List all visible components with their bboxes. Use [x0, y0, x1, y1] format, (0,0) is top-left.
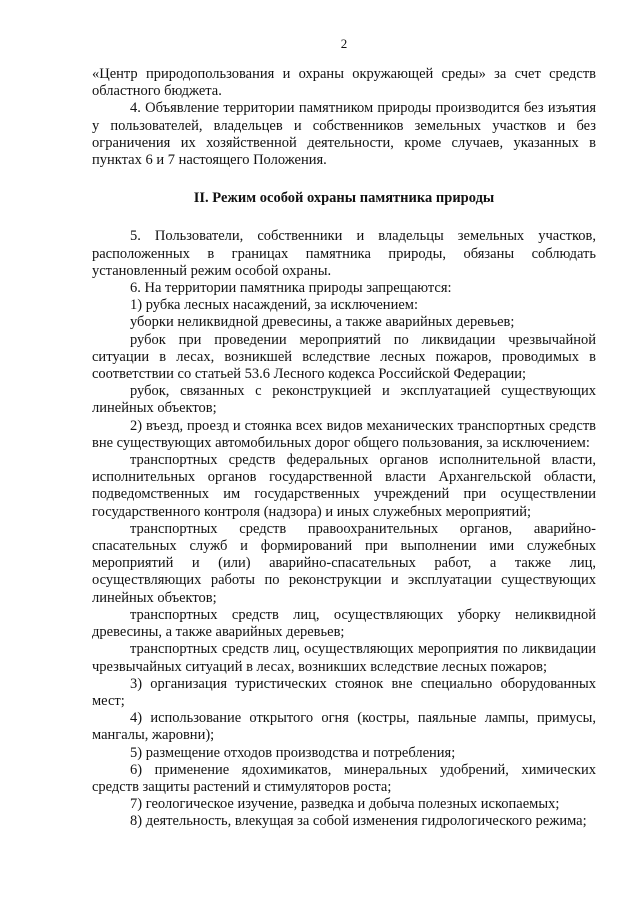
- document-body: [92, 66, 596, 831]
- list-item: 8) деятельность, влекущая за собой изменения гидрологического режима;: [130, 813, 587, 830]
- list-item: 5) размещение отходов производства и потребления;: [130, 744, 456, 761]
- section-heading: II. Режим особой охраны памятника природы: [193, 190, 495, 207]
- list-subitem: транспортных средств лиц, осуществляющих мероприятия по ликвидации чрезвычайных ситуаций в лесах, возникших вследствие лесных пожаров;: [92, 641, 596, 675]
- list-item: 3) организация туристических стоянок вне специально оборудованных мест;: [92, 675, 596, 709]
- list-item: 7) геологическое изучение, разведка и добыча полезных ископаемых;: [130, 796, 560, 813]
- list-subitem: транспортных средств правоохранительных органов, аварийно-спасательных служб и формирований при выполнении ими служебных мероприятий и (или) аварийно-спасательных работ, а также лиц, осуществляющих работы по реконструкции и эксплуатации существующих линейных объектов;: [92, 520, 596, 606]
- list-subitem: транспортных средств лиц, осуществляющих уборку неликвидной древесины, а также аварийных деревьев;: [92, 606, 596, 641]
- list-subitem: транспортных средств федеральных органов исполнительной власти, исполнительных органов государственной власти Архангельской области, подведомственных им государственных учреждений при осуществлении государственного контроля (надзора) и иных служебных мероприятий;: [92, 452, 596, 520]
- paragraph: «Центр природопользования и охраны окружающей среды» за счет средств областного бюджета.: [92, 66, 596, 100]
- list-subitem: рубок, связанных с реконструкцией и эксплуатацией существующих линейных объектов;: [92, 383, 596, 417]
- list-item: 4) использование открытого огня (костры, паяльные лампы, примусы, мангалы, жаровни);: [92, 710, 596, 744]
- paragraph: 4. Объявление территории памятником природы производится без изъятия у пользователей, владельцев и собственников земельных участков и без ограничения их хозяйственной деятельности, кроме случаев, указанных в пунктах 6 и 7 настоящего Положения.: [92, 100, 596, 169]
- list-item: 6) применение ядохимикатов, минеральных удобрений, химических средств защиты растений и стимуляторов роста;: [92, 761, 596, 795]
- list-subitem: уборки неликвидной древесины, а также аварийных деревьев;: [130, 314, 515, 331]
- paragraph: 6. На территории памятника природы запрещаются:: [130, 280, 452, 297]
- paragraph: 5. Пользователи, собственники и владельцы земельных участков, расположенных в границах памятника природы, обязаны соблюдать установленный режим особой охраны.: [92, 228, 596, 279]
- page-number: 2: [340, 36, 348, 51]
- list-subitem: рубок при проведении мероприятий по ликвидации чрезвычайной ситуации в лесах, возникшей вследствие лесных пожаров, проводимых в соответствии со статьей 53.6 Лесного кодекса Российской Федерации;: [92, 331, 596, 383]
- list-item: 2) въезд, проезд и стоянка всех видов механических транспортных средств вне существующих автомобильных дорог общего пользования, за исключением:: [92, 417, 596, 451]
- list-item: 1) рубка лесных насаждений, за исключением:: [130, 297, 418, 314]
